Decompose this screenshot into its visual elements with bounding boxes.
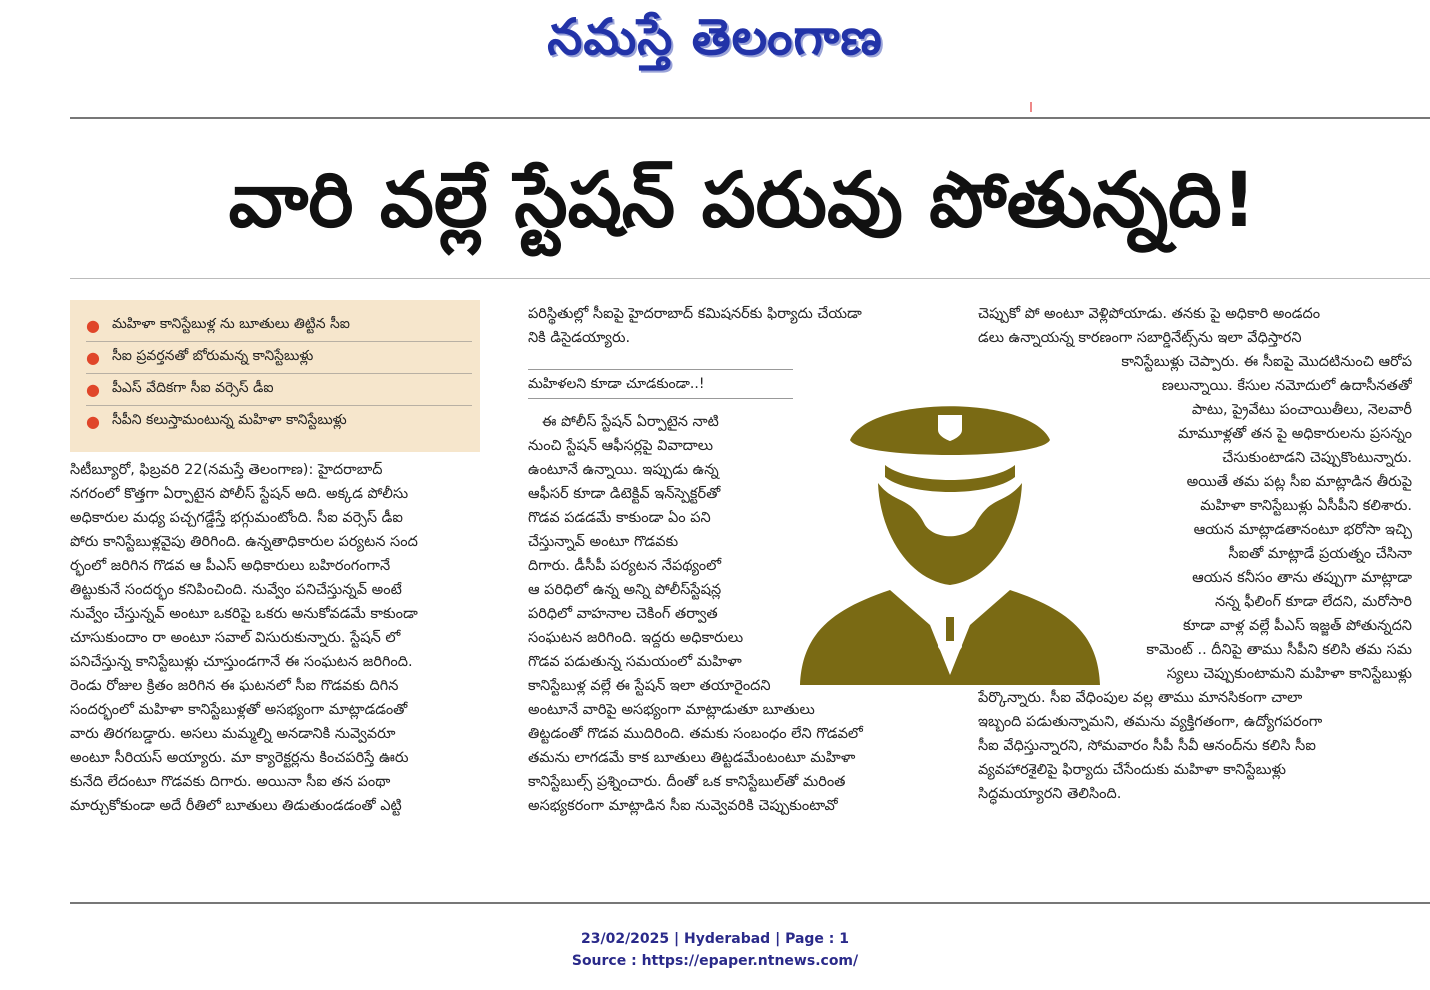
page-tick-mark: [1030, 102, 1032, 112]
text-line: నన్న ఫీలింగ్ కూడా లేదని, మరోసారి: [1214, 594, 1412, 610]
article-column-1: [70, 458, 482, 818]
text-line: తమను లాగడమే కాక బూతులు తిట్టడమేంటంటూ మహిళా: [528, 750, 856, 766]
text-line: మామూళ్లతో తన పై అధికారులను ప్రసన్నం: [1177, 426, 1412, 442]
text-line: అంటూనే వారిపై అసభ్యంగా మాట్లాడుతూ బూతులు: [528, 702, 815, 718]
highlight-item: [86, 342, 472, 374]
text-line: గొడవ పడుతున్న సమయంలో మహిళా: [528, 654, 742, 670]
text-line: కానిస్టేబుల్స్ ప్రశ్నించారు. దీంతో ఒక కానిస్టేబుల్‌తో మరింత: [528, 774, 846, 790]
text-line: నుంచి స్టేషన్ ఆఫీసర్లపై వివాదాలు: [528, 438, 714, 454]
text-line: సీఐ వేధిస్తున్నారని, సోమవారం సీపీ సీవీ ఆనంద్‌ను కలిసి సీఐ: [978, 738, 1316, 754]
text-line: వారు తిరగబడ్డారు. అసలు మమ్మల్ని అనడానికి నువ్వెవరూ: [70, 726, 396, 742]
text-line: తిట్టుకునే సందర్భం కనిపించింది. నువ్వేం పనిచేస్తున్నవ్ అంటే: [70, 582, 402, 598]
sub-heading: మహిళలని కూడా చూడకుండా..!: [528, 369, 793, 399]
text-line: సిటీబ్యూరో, ఫిబ్రవరి 22(నమస్తే తెలంగాణ): హైదరాబాద్: [70, 462, 383, 478]
text-line: సంఘటన జరిగింది. ఇద్దరు అధికారులు: [528, 630, 744, 646]
highlight-text: సీపీని కలుస్తామంటున్న మహిళా కానిస్టేబుళ్లు: [111, 412, 347, 428]
footer-date-line: 23/02/2025 | Hyderabad | Page : 1: [580, 931, 850, 947]
highlight-item: [86, 310, 472, 342]
text-line: గొడవ పడడమే కాకుండా ఏం పని: [528, 510, 711, 526]
text-line: మహిళా కానిస్టేబుళ్లు ఏసీపీని కలిశారు.: [1200, 498, 1412, 514]
text-line: ఆయన కనీసం తాను తప్పుగా మాట్లాడా: [1192, 570, 1412, 586]
highlight-text: మహిళా కానిస్టేబుళ్ల ను బూతులు తిట్టిన సీఐ: [111, 316, 350, 332]
text-line: కానిస్టేబుళ్ల వల్లే ఈ స్టేషన్ ఇలా తయారైందని: [528, 678, 771, 694]
text-line: పనిచేస్తున్న కానిస్టేబుళ్లు చూస్తుండగానే ఈ సంఘటన జరిగింది.: [70, 654, 413, 670]
masthead-logo: నమస్తే తెలంగాణ: [547, 8, 883, 66]
headline-divider: [70, 278, 1430, 279]
text-line: ఆయన మాట్లాడతానంటూ భరోసా ఇచ్చి: [1193, 522, 1412, 538]
text-line: డలు ఉన్నాయన్న కారణంగా సబార్డినేట్స్‌ను ఇలా వేధిస్తారని: [978, 330, 1302, 346]
text-line: చెప్పుకో పో అంటూ వెళ్లిపోయాడు. తనకు పై అధికారి అండదం: [978, 306, 1321, 322]
bullet-icon: ●: [86, 316, 100, 335]
text-line: పాటు, ప్రైవేటు పంచాయితీలు, నెలవారీ: [1191, 402, 1412, 418]
text-line: అంటూ సీరియస్ అయ్యారు. మా క్యారెక్టర్లను కించపరిస్తే ఊరు: [70, 750, 409, 766]
page-footer: [0, 928, 1430, 972]
text-line: కూడా వాళ్ల వల్లే పీఎస్ ఇజ్జత్ పోతున్నదని: [1182, 618, 1412, 634]
text-line: పేర్కొన్నారు. సీఐ వేధింపుల వల్ల తాము మానసికంగా చాలా: [978, 690, 1303, 706]
text-line: సందర్భంలో మహిళా కానిస్టేబుళ్లతో అసభ్యంగా మాట్లాడడంతో: [70, 702, 408, 718]
text-line: నువ్వేం చేస్తున్నవ్ అంటూ ఒకరిపై ఒకరు అనుకోవడమే కాకుండా: [70, 606, 418, 622]
text-line: ఇబ్బంది పడుతున్నామని, తమను వ్యక్తిగతంగా, ఉద్యోగపరంగా: [978, 714, 1323, 730]
police-officer-icon: [790, 385, 1110, 685]
highlight-item: [86, 374, 472, 406]
text-line: చూసుకుందాం రా అంటూ సవాల్ విసురుకున్నారు. స్టేషన్ లో: [70, 630, 401, 646]
text-line: ఆ పరిధిలో ఉన్న అన్ని పోలీస్‌స్టేషన్ల: [528, 582, 722, 598]
bottom-divider: [70, 902, 1430, 904]
text-line: అధికారుల మధ్య పచ్చగడ్డేస్తే భగ్గుమంటోంది. సీఐ వర్సెస్ డీఐ: [70, 510, 403, 526]
text-line: తిట్టడంతో గొడవ ముదిరింది. తమకు సంబంధం లేని గొడవలో: [528, 726, 863, 742]
text-line: సీఐతో మాట్లాడే ప్రయత్నం చేసినా: [1228, 546, 1412, 562]
bullet-icon: ●: [86, 412, 100, 431]
article-column-2-top: [528, 302, 948, 350]
footer-source-link[interactable]: Source : https://epaper.ntnews.com/: [571, 953, 859, 969]
text-line: ణలున్నాయి. కేసుల నమోదులో ఉదాసీనతతో: [1161, 378, 1412, 394]
text-line: కానిస్టేబుళ్లు చెప్పారు. ఈ సీఐపై మొదటినుంచి ఆరోప: [1121, 354, 1412, 370]
text-line: ఈ పోలీస్ స్టేషన్ ఏర్పాటైన నాటి: [542, 414, 719, 430]
text-line: ర్భంలో జరిగిన గొడవ ఆ పీఎస్ అధికారులు బహిరంగంగానే: [70, 558, 391, 574]
text-line: కామెంట్ .. దీనిపై తాము సీపీని కలిసి తమ సమ: [1146, 642, 1412, 658]
text-line: ఉంటూనే ఉన్నాయి. ఇప్పుడు ఉన్న: [528, 462, 719, 478]
text-line: అయితే తమ పట్ల సీఐ మాట్లాడిన తీరుపై: [1186, 474, 1412, 490]
text-line: పరిస్థితుల్లో సీఐపై హైదరాబాద్ కమిషనర్‌కు ఫిర్యాదు చేయడా: [528, 306, 862, 322]
text-line: మార్చుకోకుండా అదే రీతిలో బూతులు తిడుతుండడంతో ఎట్టి: [70, 798, 402, 814]
text-line: నికి డిసైడయ్యారు.: [528, 330, 631, 346]
text-line: ఆఫీసర్ కూడా డిటెక్టివ్ ఇన్‌స్పెక్టర్‌తో: [528, 486, 721, 502]
text-line: కునేది లేదంటూ గొడవకు దిగారు. అయినా సీఐ తన పంథా: [70, 774, 391, 790]
text-line: రెండు రోజుల క్రితం జరిగిన ఈ ఘటనలో సీఐ గొడవకు దిగిన: [70, 678, 399, 694]
text-line: పరిధిలో వాహనాల చెకింగ్ తర్వాత: [528, 606, 718, 622]
highlight-text: సీఐ ప్రవర్తనతో బోరుమన్న కానిస్టేబుళ్లు: [111, 348, 314, 364]
text-line: సిద్ధమయ్యారని తెలిసింది.: [978, 786, 1122, 802]
text-line: చేస్తున్నావ్ అంటూ గొడవకు: [528, 534, 679, 550]
text-line: పోరు కానిస్టేబుళ్లవైపు తిరిగింది. ఉన్నతాధికారుల పర్యటన సంద: [70, 534, 418, 550]
bullet-icon: ●: [86, 348, 100, 367]
top-divider: [70, 117, 1430, 119]
text-line: చేసుకుంటాడని చెప్పుకొంటున్నారు.: [1222, 450, 1412, 466]
highlight-item: [86, 406, 472, 437]
text-line: నగరంలో కొత్తగా ఏర్పాటైన పోలీస్ స్టేషన్ అది. అక్కడ పోలీసు: [70, 486, 409, 502]
highlights-box: [70, 300, 480, 452]
text-line: దిగారు. డీసీపీ పర్యటన నేపథ్యంలో: [528, 558, 722, 574]
text-line: అసభ్యకరంగా మాట్లాడిన సీఐ నువ్వెవరికి చెప్పుకుంటావో: [528, 798, 838, 814]
article-headline: వారి వల్లే స్టేషన్ పరువు పోతున్నది!: [228, 155, 1257, 244]
text-line: వ్యవహారశైలిపై ఫిర్యాదు చేసేందుకు మహిళా కానిస్టేబుళ్లు: [978, 762, 1286, 778]
text-line: స్యలు చెప్పుకుంటామని మహిళా కానిస్టేబుళ్లు: [1166, 666, 1412, 682]
bullet-icon: ●: [86, 380, 100, 399]
highlight-text: పీఎస్ వేదికగా సీఐ వర్సెస్ డీఐ: [111, 380, 274, 396]
